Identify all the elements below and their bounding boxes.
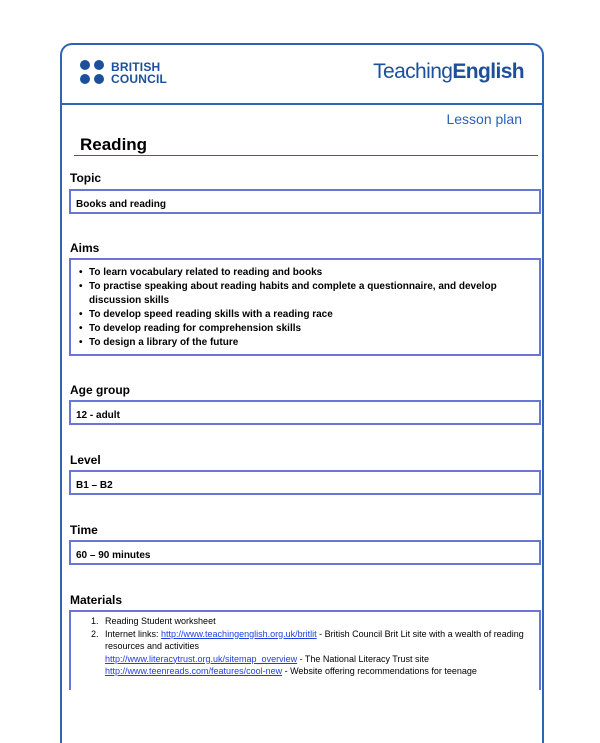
lesson-plan-page xyxy=(60,43,544,743)
level-value: B1 – B2 xyxy=(76,480,113,491)
list-item: http://www.teenreads.com/features/cool-new - Website offering recommendations for teenage xyxy=(105,666,477,676)
time-value: 60 – 90 minutes xyxy=(76,550,151,561)
time-label: Time xyxy=(70,523,98,537)
materials-box xyxy=(69,610,541,690)
list-item: • To design a library of the future xyxy=(79,336,531,350)
topic-value: Books and reading xyxy=(76,199,167,210)
age-group-label: Age group xyxy=(70,383,130,397)
list-item: 2. Internet links: http://www.teachingenglish.org.uk/britlit - British Council Brit Lit site with a wealth of reading resources and activities xyxy=(91,628,524,651)
list-item: • To practise speaking about reading habits and complete a questionnaire, and develop discussion skills xyxy=(79,280,531,308)
aims-list xyxy=(71,260,539,354)
age-group-box xyxy=(69,400,541,425)
british-council-logo xyxy=(80,60,170,88)
aims-label: Aims xyxy=(70,241,100,255)
level-box xyxy=(69,470,541,495)
page-title: Reading xyxy=(80,135,148,154)
time-box xyxy=(69,540,541,565)
list-item: • To develop reading for comprehension skills xyxy=(79,322,531,336)
document-type-label: Lesson plan xyxy=(446,111,522,127)
british-council-dots-icon xyxy=(80,60,108,88)
britlit-link[interactable]: http://www.teachingenglish.org.uk/britlit xyxy=(161,628,317,639)
list-item: • To develop speed reading skills with a reading race xyxy=(79,308,531,322)
british-council-wordmark: BRITISH COUNCIL xyxy=(111,60,168,86)
age-group-value: 12 - adult xyxy=(76,410,120,421)
topic-label: Topic xyxy=(70,171,102,185)
teaching-english-logo: TeachingEnglish xyxy=(373,60,524,83)
level-label: Level xyxy=(70,453,101,467)
list-item: • To learn vocabulary related to reading and books xyxy=(79,266,531,280)
list-item: 1. Reading Student worksheet xyxy=(91,616,216,626)
title-divider xyxy=(74,155,538,156)
literacy-trust-link[interactable]: http://www.literacytrust.org.uk/sitemap_overview xyxy=(105,653,298,664)
aims-box xyxy=(69,258,541,356)
document-header xyxy=(62,45,542,105)
teenreads-link[interactable]: http://www.teenreads.com/features/cool-new xyxy=(105,666,283,676)
list-item: http://www.literacytrust.org.uk/sitemap_overview - The National Literacy Trust site xyxy=(105,653,429,664)
topic-box xyxy=(69,189,541,214)
materials-label: Materials xyxy=(70,593,123,607)
